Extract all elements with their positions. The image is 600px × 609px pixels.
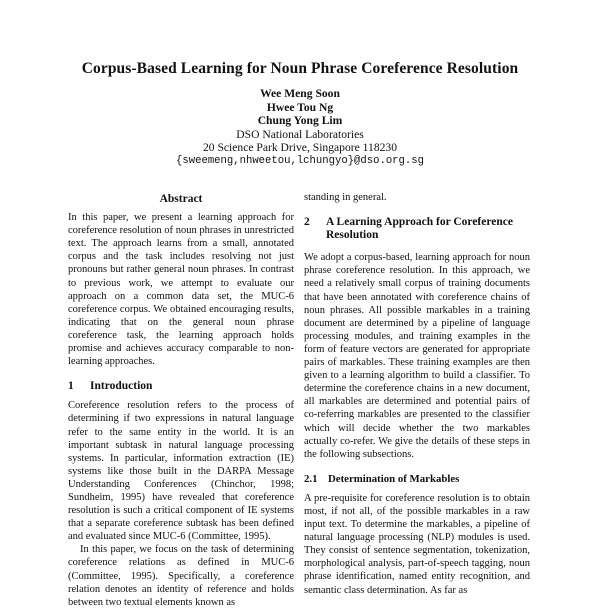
email: {sweemeng,nhweetou,lchungyo}@dso.org.sg <box>176 154 424 167</box>
section-paragraph: We adopt a corpus-based, learning approach for noun phrase coreference resolution. In this approach, we need a relatively small corpus of training documents that have been annotated with coreference chains of noun phrases. All possible markables in a training document are determined by a pipeline of language processing modules, and training examples in the form of feature vectors are generated for appropriate pairs of markables. These training examples are then given to a learning algorithm to build a classifier. To determine the coreference chains in a new document, all markables are determined and potential pairs of co-referring markables are presented to the classifier which will decide whether the two markables actually co-refer. We give the details of these steps in the following subsections. <box>304 252 530 460</box>
abstract-text: In this paper, we present a learning approach for coreference resolution of noun phrases in unrestricted text. The approach learns from a small, annotated corpus and the task includes resolving not just pronouns but rather general noun phrases. In contrast to previous work, we attempt to evaluate our approach on a common data set, the MUC-6 coreference corpus. We obtained encouraging results, indicating that on the general noun phrase coreference task, the learning approach holds promise and achieves accuracy comparable to non-learning approaches. <box>68 212 294 368</box>
paper-title: Corpus-Based Learning for Noun Phrase Coreference Resolution <box>81 60 519 77</box>
subsection-number: 2.1 <box>304 472 318 485</box>
section-title: A Learning Approach for Coreference Resolution <box>326 216 513 242</box>
subsection-title: Determination of Markables <box>328 472 460 485</box>
continuation-text: standing in general. <box>304 192 387 203</box>
section-heading-introduction <box>68 380 294 393</box>
right-column <box>304 191 530 597</box>
abstract-heading: Abstract <box>159 193 203 205</box>
section-title: Introduction <box>90 380 153 393</box>
section-number: 2 <box>304 216 310 229</box>
affiliation: DSO National Laboratories <box>236 127 364 141</box>
section-number: 1 <box>68 380 74 393</box>
author-name: Chung Yong Lim <box>257 114 343 128</box>
intro-paragraph: Coreference resolution refers to the process of determining if two expressions in natural language refer to the same entity in the world. It is an important subtask in natural language processing systems. In particular, information extraction (IE) systems like those built in the DARPA Message Understanding Conferences (Chinchor, 1998; Sundheim, 1995) have revealed that coreference resolution is such a critical component of IE systems that a separate coreference subtask has been defined and evaluated since MUC-6 (Committee, 1995). <box>68 400 294 543</box>
intro-paragraph: In this paper, we focus on the task of determining coreference relations as defined in MUC-6 (Committee, 1995). Specifically, a coreference relation denotes an identity of reference and holds between two textual elements known as <box>68 544 294 608</box>
section-paragraph: A pre-requisite for coreference resolution is to obtain most, if not all, of the possible markables in a raw input text. To determine the markables, a pipeline of natural language processing (NLP) modules is used. They consist of sentence segmentation, tokenization, morphological analysis, part-of-speech tagging, noun phrase identification, named entity recognition, and semantic class determination. As far as <box>304 492 530 596</box>
subsection-heading-markables <box>304 473 530 486</box>
author-name: Wee Meng Soon <box>260 87 340 100</box>
section-heading-learning-approach <box>304 216 530 242</box>
author-block <box>0 87 600 169</box>
address: 20 Science Park Drive, Singapore 118230 <box>202 141 398 155</box>
author-name: Hwee Tou Ng <box>266 100 334 114</box>
left-column <box>68 193 294 609</box>
